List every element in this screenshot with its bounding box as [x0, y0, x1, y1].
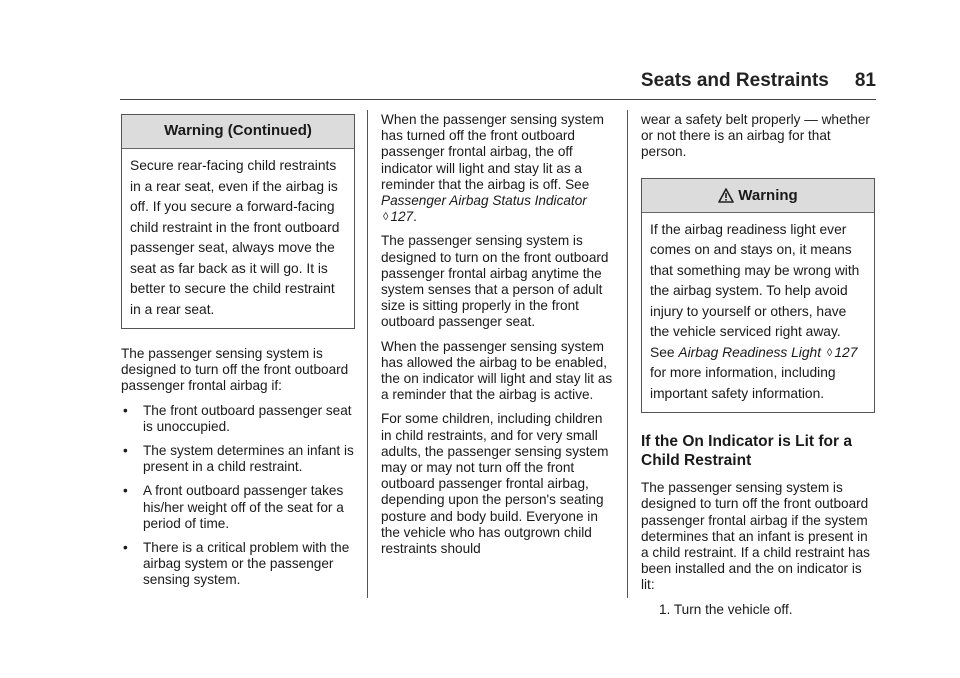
warning-triangle-icon: [718, 188, 734, 203]
bullet-icon: •: [123, 443, 128, 459]
page-reference-icon: ◊: [826, 346, 833, 359]
section-heading: If the On Indicator is Lit for a Child Restraint: [641, 433, 852, 470]
section-title: Seats and Restraints: [640, 70, 829, 91]
paragraph-turn-on: The passenger sensing system is designed to turn on the front outboard passenger frontal airbag anytime the system senses that a person of adult size is sitting properly in the front outboard passenger seat.: [381, 233, 609, 330]
column-1: [121, 114, 355, 597]
list-item: • There is a critical problem with the airbag system or the passenger sensing system.: [123, 540, 350, 588]
list-item: • A front outboard passenger takes his/her weight off of the seat for a period of time.: [123, 483, 344, 531]
link-passenger-airbag-status-indicator[interactable]: Passenger Airbag Status Indicator: [381, 193, 587, 209]
column-divider-2: [627, 110, 628, 598]
column-2: [381, 112, 613, 565]
paragraph-safety-belt: wear a safety belt properly — whether or not there is an airbag for that person.: [641, 112, 870, 160]
paragraph-children: For some children, including children in child restraints, and for very small adults, the passenger sensing system may or may not turn off the front outboard passenger frontal airbag, depending upon the person's seating posture and body build. Everyone in the vehicle who has outgrown child restraints should: [381, 411, 609, 557]
bullet-icon: •: [123, 483, 128, 499]
paragraph-child-restraint: The passenger sensing system is designed to turn off the front outboard passenger frontal airbag if the system determines that an infant is present in a child restraint. If a child restraint has been installed and the on indicator is lit:: [641, 480, 870, 593]
warning-text: If the airbag readiness light ever comes on and stays on, it means that something may be wrong with the airbag system. To help avoid injury to yourself or others, have the vehicle serviced right away. See Airbag Readiness Light ◊ 127 for more information, including important safety information.: [650, 221, 860, 401]
warning-title: Warning: [738, 186, 798, 204]
warning-box: [641, 178, 875, 414]
header-rule: [120, 99, 876, 100]
page-reference-icon: ◊: [383, 211, 389, 224]
warning-text: Secure rear-facing child restraints in a rear seat, even if the airbag is off. If you secure a forward-facing child restraint in the front outboard passenger seat, always move the seat as far back as it will go. It is better to secure the child restraint in a rear seat.: [130, 158, 340, 317]
warning-box-continued: [121, 114, 355, 329]
bullet-icon: •: [123, 540, 128, 556]
column-3: [641, 112, 875, 626]
warning-header: [642, 179, 874, 213]
link-airbag-readiness-light[interactable]: Airbag Readiness Light: [678, 344, 822, 360]
paragraph-on-indicator: When the passenger sensing system has allowed the airbag to be enabled, the on indicator will light and stay lit as a reminder that the airbag is active.: [381, 338, 613, 403]
warning-title: Warning (Continued): [122, 115, 354, 149]
page-reference[interactable]: 127: [834, 344, 858, 360]
page-reference[interactable]: 127: [390, 209, 414, 225]
list-item: • The front outboard passenger seat is unoccupied.: [123, 402, 352, 434]
page-header: [120, 70, 876, 94]
step-1: 1. Turn the vehicle off.: [659, 601, 793, 617]
list-item: • The system determines an infant is present in a child restraint.: [123, 443, 354, 475]
paragraph-off-indicator: When the passenger sensing system has turned off the front outboard passenger frontal airbag, the off indicator will light and stay lit as a reminder that the airbag is off. See Passenger Airbag Status Indicator ◊ 127.: [381, 112, 604, 225]
intro-paragraph: The passenger sensing system is designed to turn off the front outboard passenger frontal airbag if:: [121, 346, 349, 394]
column-divider-1: [367, 110, 368, 598]
bullet-icon: •: [123, 402, 128, 418]
page-number: 81: [854, 70, 876, 91]
